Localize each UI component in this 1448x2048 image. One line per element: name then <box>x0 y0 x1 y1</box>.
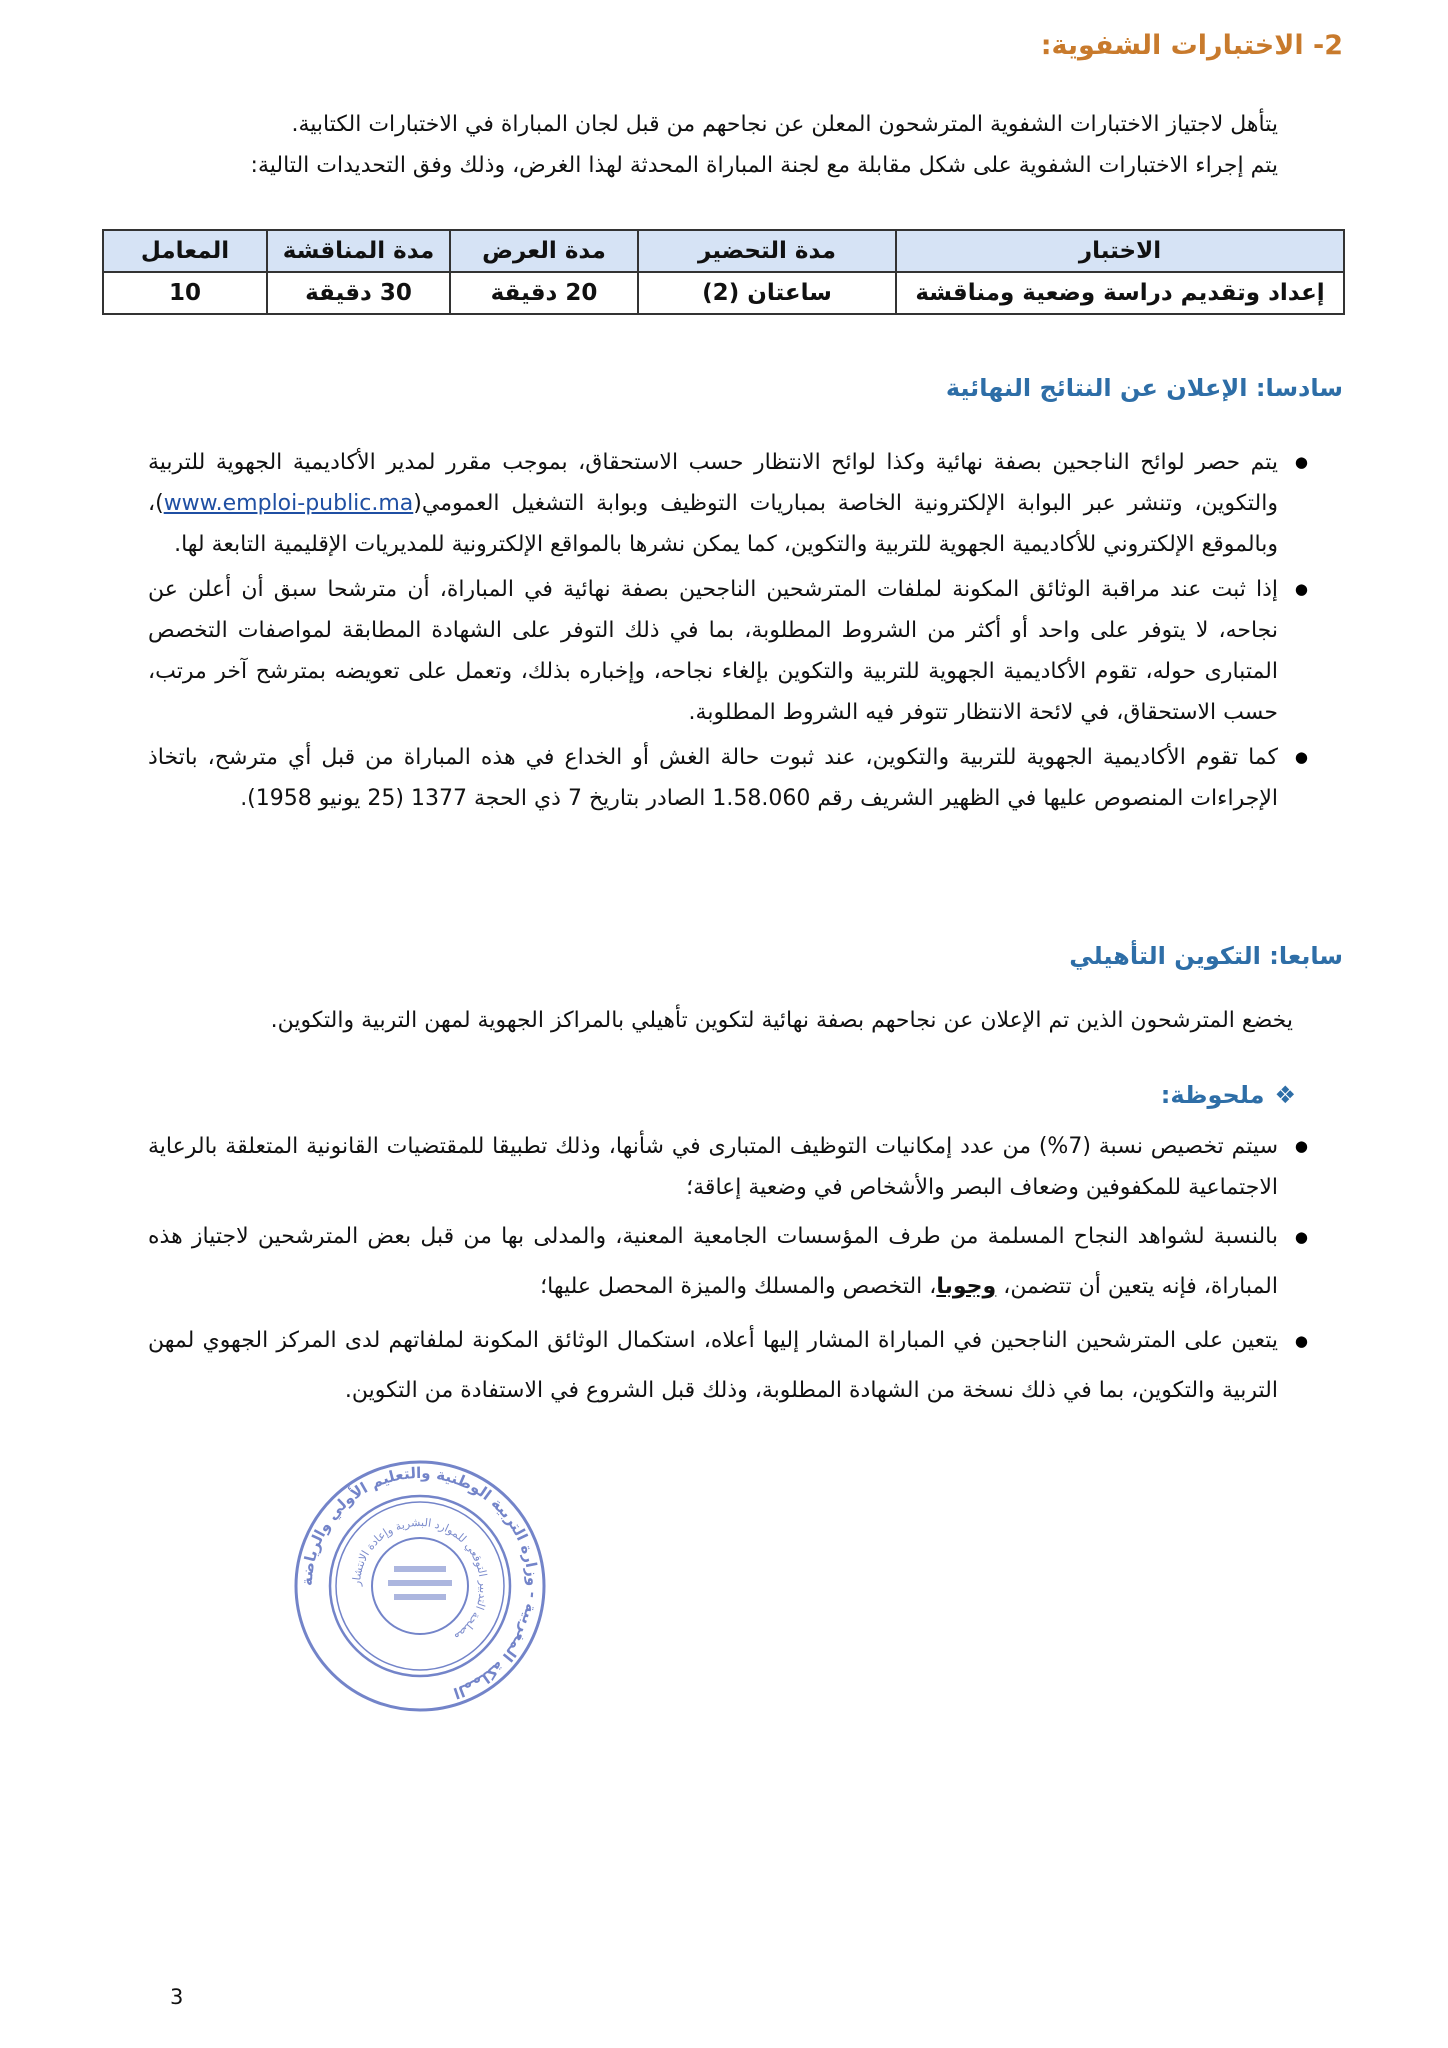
note-bullet-list <box>148 1126 1308 1420</box>
stamp-outer-text: المملكة المغربية - وزارة التربية الوطنية والتعليم الأولي والرياضة <box>297 1463 543 1703</box>
table-cell: ساعتان (2) <box>638 272 896 314</box>
bullet-text: ، التخصص والمسلك والميزة المحصل عليها؛ <box>540 1274 937 1299</box>
table-cell: 20 دقيقة <box>450 272 638 314</box>
intro-paragraph <box>98 104 1278 186</box>
table-header: مدة العرض <box>450 230 638 272</box>
svg-text:مصلحة التدبير التوقعي للموارد <box>350 1516 490 1644</box>
table-header-row <box>103 230 1344 272</box>
table-header: المعامل <box>103 230 267 272</box>
list-item <box>148 569 1308 733</box>
table-cell: إعداد وتقديم دراسة وضعية ومناقشة <box>896 272 1344 314</box>
bullet-text: يتم حصر لوائح الناجحين بصفة نهائية وكذا لوائح الانتظار حسب الاستحقاق، بموجب مقرر لمدير الأكاديمية الجهوية للتربية والتكوين، وتنشر عبر البوابة الإلكترونية الخاصة بمباريات التوظيف وبوابة التشغيل العمومي( <box>148 450 1278 516</box>
bullet-text: بالنسبة لشواهد النجاح المسلمة من طرف المؤسسات الجامعية المعنية، والمدلى بها من قبل بعض المترشحين لاجتياز هذه المباراة، فإنه يتعين أن تتضمن، <box>148 1224 1278 1299</box>
list-item <box>148 1316 1308 1416</box>
section7-text: يخضع المترشحون الذين تم الإعلان عن نجاحهم بصفة نهائية لتكوين تأهيلي بالمراكز الجهوية لمهن التربية والتكوين. <box>270 1008 1293 1033</box>
bullet-text: كما تقوم الأكاديمية الجهوية للتربية والتكوين، عند ثبوت حالة الغش أو الخداع في هذه المباراة من قبل أي مترشح، باتخاذ الإجراءات المنصوص عليها في الظهير الشريف رقم 1.58.060 الصادر بتاريخ 7 ذي الحجة 1377 (25 يونيو 1958). <box>148 745 1278 811</box>
table-header: مدة التحضير <box>638 230 896 272</box>
official-stamp-icon <box>292 1458 548 1714</box>
section6-title: سادسا: الإعلان عن النتائج النهائية <box>945 374 1343 402</box>
note-heading <box>1161 1081 1296 1109</box>
intro-line-1: يتأهل لاجتياز الاختبارات الشفوية المترشحون المعلن عن نجاحهم من قبل لجان المباراة في الاختبارات الكتابية. <box>291 112 1278 137</box>
diamond-bullet-icon: ❖ <box>1274 1081 1296 1109</box>
list-item <box>148 1212 1308 1312</box>
section7-title: سابعا: التكوين التأهيلي <box>1069 942 1343 970</box>
section-title-oral-exams: 2- الاختبارات الشفوية: <box>1040 30 1343 61</box>
list-item <box>148 1126 1308 1208</box>
intro-line-2: يتم إجراء الاختبارات الشفوية على شكل مقابلة مع لجنة المباراة المحدثة لهذا الغرض، وذلك وفق التحديدات التالية: <box>250 153 1278 178</box>
table-header: مدة المناقشة <box>267 230 450 272</box>
list-item <box>148 442 1308 565</box>
table-cell: 30 دقيقة <box>267 272 450 314</box>
stamp-inner-text: مصلحة التدبير التوقعي للموارد البشرية وإعادة الانتشار <box>349 1515 491 1644</box>
bullet-text: إذا ثبت عند مراقبة الوثائق المكونة لملفات المترشحين الناجحين بصفة نهائية في المباراة، أن مترشحا سبق أن أعلن عن نجاحه، لا يتوفر على واحد أو أكثر من الشروط المطلوبة، بما في ذلك التوفر على الشهادة المطابقة لمواصفات التخصص المتبارى حوله، تقوم الأكاديمية الجهوية للتربية والتكوين بإلغاء نجاحه، وإخباره بذلك، وتعمل على تعويضه بمترشح آخر مرتب، حسب الاستحقاق، في لائحة الانتظار تتوفر فيه الشروط المطلوبة. <box>148 577 1278 725</box>
section6-bullet-list <box>148 442 1308 823</box>
oral-exam-table <box>102 229 1345 315</box>
note-title: ملحوظة: <box>1160 1081 1265 1109</box>
page-number: 3 <box>170 1985 184 2009</box>
bullet-text: يتعين على المترشحين الناجحين في المباراة المشار إليها أعلاه، استكمال الوثائق المكونة لملفاتهم لدى المركز الجهوي لمهن التربية والتكوين، بما في ذلك نسخة من الشهادة المطلوبة، وذلك قبل الشروع في الاستفادة من التكوين. <box>148 1328 1278 1403</box>
bullet-text: سيتم تخصيص نسبة (7%) من عدد إمكانيات التوظيف المتبارى في شأنها، وذلك تطبيقا للمقتضيات القانونية المتعلقة بالرعاية الاجتماعية للمكفوفين وضعاف البصر والأشخاص في وضعية إعاقة؛ <box>148 1134 1278 1200</box>
emphasis-text: وجوبا <box>936 1274 997 1299</box>
table-cell: 10 <box>103 272 267 314</box>
table-row <box>103 272 1344 314</box>
list-item <box>148 737 1308 819</box>
table-header: الاختبار <box>896 230 1344 272</box>
bullet-text: )، وبالموقع الإلكتروني للأكاديمية الجهوية للتربية والتكوين، كما يمكن نشرها بالمواقع الإلكترونية للمديريات الإقليمية التابعة لها. <box>148 491 1278 557</box>
emploi-public-link[interactable]: www.emploi-public.ma <box>163 491 414 516</box>
